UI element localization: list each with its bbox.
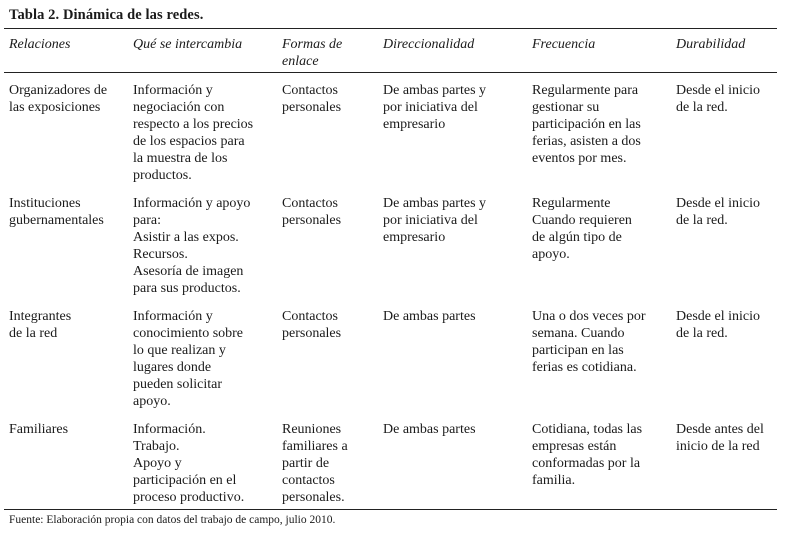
header-line: Qué se intercambia (133, 37, 243, 52)
table-title: Tabla 2. Dinámica de las redes. (9, 7, 204, 23)
cell-line: Trabajo. (133, 439, 180, 454)
cell-line: empresas están (532, 439, 617, 454)
cell-line: lugares donde (133, 360, 212, 375)
cell-line: Recursos. (133, 247, 188, 262)
cell-line: Información y (133, 309, 213, 324)
cell-line: Desde antes del (676, 422, 764, 437)
header-formas-de-enlace (282, 36, 342, 70)
table-cell (133, 82, 253, 184)
cell-line: Instituciones (9, 196, 81, 211)
cell-line: eventos por mes. (532, 151, 627, 166)
cell-line: Cuando requieren (532, 213, 632, 228)
cell-line: personales (282, 326, 342, 341)
cell-line: De ambas partes (383, 422, 476, 437)
table-cell (383, 82, 486, 133)
cell-line: por iniciativa del (383, 100, 478, 115)
cell-line: conocimiento sobre (133, 326, 244, 341)
cell-line: Familiares (9, 422, 69, 437)
header-line: Relaciones (9, 37, 71, 52)
header-line: enlace (282, 54, 319, 69)
header-line: Direccionalidad (383, 37, 475, 52)
table-cell (133, 195, 250, 297)
cell-line: apoyo. (133, 394, 171, 409)
cell-line: participan en las (532, 343, 624, 358)
table-cell (282, 308, 341, 342)
bottom-rule (4, 509, 777, 510)
header-line: Frecuencia (532, 37, 596, 52)
cell-line: semana. Cuando (532, 326, 625, 341)
cell-line: personales (282, 100, 342, 115)
cell-line: Contactos (282, 83, 338, 98)
table-cell (676, 421, 764, 455)
cell-line: Información. (133, 422, 206, 437)
cell-line: Integrantes (9, 309, 72, 324)
cell-line: por iniciativa del (383, 213, 478, 228)
cell-line: Asesoría de imagen (133, 264, 244, 279)
cell-line: de la red. (676, 100, 728, 115)
table-cell (383, 308, 476, 325)
cell-line: Regularmente (532, 196, 611, 211)
header-direccionalidad (383, 36, 474, 53)
cell-line: de los espacios para (133, 134, 245, 149)
cell-line: participación en las (532, 117, 641, 132)
top-rule (4, 28, 777, 29)
cell-line: Información y apoyo (133, 196, 251, 211)
header-frecuencia (532, 36, 595, 53)
cell-line: Una o dos veces por (532, 309, 646, 324)
cell-line: pueden solicitar (133, 377, 223, 392)
table-cell (383, 421, 476, 438)
cell-line: Contactos (282, 196, 338, 211)
table-cell (9, 421, 68, 438)
cell-line: gestionar su (532, 100, 600, 115)
cell-line: para sus productos. (133, 281, 241, 296)
cell-line: participación en el (133, 473, 237, 488)
cell-line: Contactos (282, 309, 338, 324)
cell-line: Cotidiana, todas las (532, 422, 643, 437)
cell-line: personales (282, 213, 342, 228)
cell-line: conformadas por la (532, 456, 641, 471)
cell-line: contactos (282, 473, 335, 488)
cell-line: respecto a los precios (133, 117, 254, 132)
cell-line: las exposiciones (9, 100, 101, 115)
table-cell (282, 82, 341, 116)
cell-line: partir de (282, 456, 330, 471)
cell-line: empresario (383, 117, 446, 132)
cell-line: de algún tipo de (532, 230, 622, 245)
header-durabilidad (676, 36, 745, 53)
table-cell (676, 308, 760, 342)
cell-line: ferias, asisten a dos (532, 134, 641, 149)
cell-line: productos. (133, 168, 192, 183)
source-note: Fuente: Elaboración propia con datos del trabajo de campo, julio 2010. (9, 514, 336, 526)
cell-line: De ambas partes (383, 309, 476, 324)
table-cell (9, 82, 107, 116)
cell-line: Desde el inicio (676, 309, 760, 324)
cell-line: de la red (9, 326, 58, 341)
cell-line: familia. (532, 473, 576, 488)
cell-line: Regularmente para (532, 83, 639, 98)
table-cell (383, 195, 486, 246)
cell-line: personales. (282, 490, 345, 505)
cell-line: Reuniones (282, 422, 342, 437)
table-cell (133, 421, 244, 506)
cell-line: Apoyo y (133, 456, 182, 471)
cell-line: Información y (133, 83, 213, 98)
table-cell (9, 308, 71, 342)
table-cell (282, 421, 348, 506)
header-relaciones (9, 36, 70, 53)
cell-line: gubernamentales (9, 213, 104, 228)
table-cell (676, 195, 760, 229)
cell-line: Asistir a las expos. (133, 230, 239, 245)
table-cell (532, 421, 642, 489)
cell-line: familiares a (282, 439, 348, 454)
table-cell (532, 308, 646, 376)
table-cell (532, 82, 641, 167)
cell-line: empresario (383, 230, 446, 245)
cell-line: inicio de la red (676, 439, 760, 454)
header-que-se-intercambia (133, 36, 242, 53)
header-line: Durabilidad (676, 37, 746, 52)
table-cell (676, 82, 760, 116)
cell-line: apoyo. (532, 247, 570, 262)
table-cell (282, 195, 341, 229)
cell-line: la muestra de los (133, 151, 228, 166)
cell-line: proceso productivo. (133, 490, 245, 505)
cell-line: para: (133, 213, 161, 228)
cell-line: ferias es cotidiana. (532, 360, 637, 375)
cell-line: Organizadores de (9, 83, 108, 98)
header-line: Formas de (282, 37, 343, 52)
table-cell (532, 195, 632, 263)
cell-line: De ambas partes y (383, 196, 487, 211)
table-cell (9, 195, 104, 229)
header-rule (4, 72, 777, 73)
cell-line: Desde el inicio (676, 83, 760, 98)
cell-line: De ambas partes y (383, 83, 487, 98)
cell-line: de la red. (676, 213, 728, 228)
table-cell (133, 308, 243, 410)
cell-line: negociación con (133, 100, 225, 115)
cell-line: lo que realizan y (133, 343, 226, 358)
cell-line: de la red. (676, 326, 728, 341)
cell-line: Desde el inicio (676, 196, 760, 211)
